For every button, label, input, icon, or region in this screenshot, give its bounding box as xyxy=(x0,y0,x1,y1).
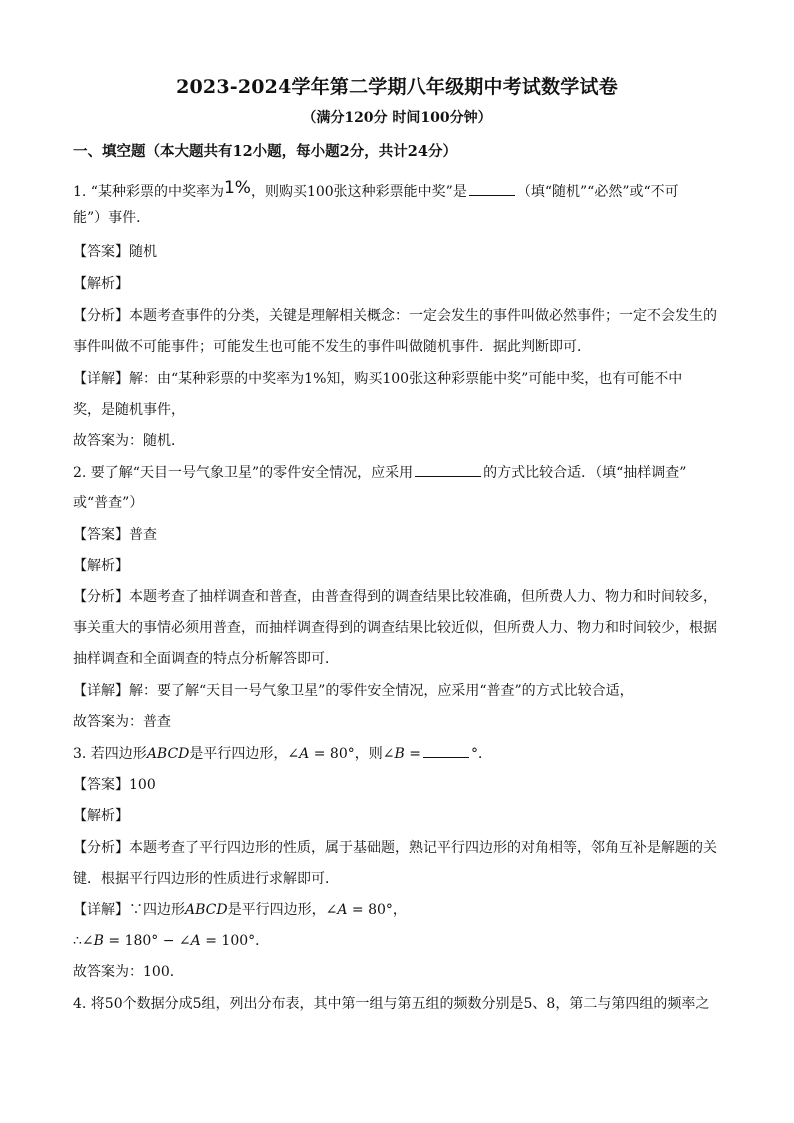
math-symbol: A xyxy=(337,902,348,918)
question-1 xyxy=(73,178,679,202)
xiangjie-text: 奖，是随机事件， xyxy=(73,402,185,418)
xiangjie-line-2 xyxy=(73,931,269,951)
fenxi-line xyxy=(73,306,717,326)
answer-value: 100 xyxy=(129,777,156,793)
percent-value: 1% xyxy=(223,178,251,198)
xiangjie-text: 是平行四边形，∠ xyxy=(227,902,338,918)
answer-blank xyxy=(423,743,469,758)
math-symbol: A xyxy=(190,933,201,949)
math-symbol: A xyxy=(299,746,310,762)
xiangjie-line xyxy=(73,900,407,920)
xiangjie-text: ∵四边形 xyxy=(129,902,185,918)
xiangjie-tag: 【详解】 xyxy=(73,902,129,918)
page-subtitle: （满分120分 时间100分钟） xyxy=(302,110,492,126)
xiangjie-tag: 【详解】 xyxy=(73,683,129,699)
fenxi-line xyxy=(73,587,717,607)
fenxi-line xyxy=(73,838,717,858)
fenxi-text: 事关重大的事情必须用普查，而抽样调查得到的调查结果比较近似，但所费人力、物力和时间较少，根据 xyxy=(73,620,717,636)
fenxi-tag: 【分析】 xyxy=(73,589,129,605)
section-heading: 一、填空题（本大题共有12小题，每小题2分，共计24分） xyxy=(73,143,457,160)
answer-line xyxy=(73,242,157,262)
xiangjie-text: = 80°， xyxy=(347,902,407,918)
question-text: 是平行四边形，∠ xyxy=(189,746,300,762)
answer-line xyxy=(73,525,157,545)
fenxi-tag: 【分析】 xyxy=(73,308,129,324)
answer-tag: 【答案】 xyxy=(73,777,129,793)
question-2 xyxy=(73,462,686,483)
fenxi-text: 本题考查了平行四边形的性质，属于基础题，熟记平行四边形的对角相等，邻角互补是解题的关 xyxy=(129,840,717,856)
question-text: 3. 若四边形 xyxy=(73,746,147,762)
xiangjie-text: = 180° − ∠ xyxy=(103,933,191,949)
answer-blank xyxy=(469,181,515,196)
answer-line xyxy=(73,775,156,795)
question-1-cont: 能”）事件． xyxy=(73,210,151,226)
question-text: = 80°，则∠ xyxy=(309,746,395,762)
answer-tag: 【答案】 xyxy=(73,527,129,543)
final-answer: 故答案为：100． xyxy=(73,964,184,980)
math-symbol: B xyxy=(394,746,405,762)
question-text: 1. “某种彩票的中奖率为 xyxy=(73,184,224,200)
page-title: 2023-2024学年第二学期八年级期中考试数学试卷 xyxy=(176,76,618,98)
fenxi-tag: 【分析】 xyxy=(73,840,129,856)
question-text: ，则购买100张这种彩票能中奖”是 xyxy=(250,184,467,200)
analysis-tag: 【解析】 xyxy=(73,276,129,292)
answer-blank xyxy=(415,462,481,477)
question-text: 的方式比较合适．（填“抽样调查” xyxy=(483,465,687,481)
math-symbol: ABCD xyxy=(185,902,228,918)
question-text: °． xyxy=(470,746,492,762)
question-3 xyxy=(73,743,492,764)
question-4: 4. 将50个数据分成5组，列出分布表，其中第一组与第五组的频数分别是5、8，第二与第四组的频率之 xyxy=(73,996,710,1012)
fenxi-text: 抽样调查和全面调查的特点分析解答即可． xyxy=(73,651,339,667)
answer-value: 普查 xyxy=(129,527,157,543)
fenxi-text: 本题考查事件的分类，关键是理解相关概念：一定会发生的事件叫做必然事件；一定不会发生的 xyxy=(129,308,717,324)
fenxi-text: 键．根据平行四边形的性质进行求解即可． xyxy=(73,871,339,887)
fenxi-text: 本题考查了抽样调查和普查，由普查得到的调查结果比较准确，但所费人力、物力和时间较多， xyxy=(129,589,717,605)
question-2-cont: 或“普查”） xyxy=(73,495,144,511)
final-answer: 故答案为：随机． xyxy=(73,433,185,449)
xiangjie-text: = 100°． xyxy=(200,933,270,949)
xiangjie-text: 解：由“某种彩票的中奖率为1%知，购买100张这种彩票能中奖”可能中奖，也有可能不中 xyxy=(129,371,683,387)
answer-tag: 【答案】 xyxy=(73,244,129,260)
xiangjie-text: ∴∠ xyxy=(73,933,94,949)
analysis-tag: 【解析】 xyxy=(73,558,129,574)
xiangjie-text: 解：要了解“天目一号气象卫星”的零件安全情况，应采用“普查”的方式比较合适， xyxy=(129,683,634,699)
question-text: = xyxy=(404,746,421,762)
xiangjie-tag: 【详解】 xyxy=(73,371,129,387)
math-symbol: B xyxy=(93,933,104,949)
xiangjie-line xyxy=(73,681,634,701)
answer-value: 随机 xyxy=(129,244,157,260)
analysis-tag: 【解析】 xyxy=(73,808,129,824)
final-answer: 故答案为：普查 xyxy=(73,714,171,730)
question-text: （填“随机”“必然”或“不可 xyxy=(516,184,679,200)
question-text: 2. 要了解“天目一号气象卫星”的零件安全情况，应采用 xyxy=(73,465,414,481)
math-symbol: ABCD xyxy=(146,746,190,762)
xiangjie-line xyxy=(73,369,682,389)
fenxi-text: 事件叫做不可能事件；可能发生也可能不发生的事件叫做随机事件．据此判断即可． xyxy=(73,339,591,355)
